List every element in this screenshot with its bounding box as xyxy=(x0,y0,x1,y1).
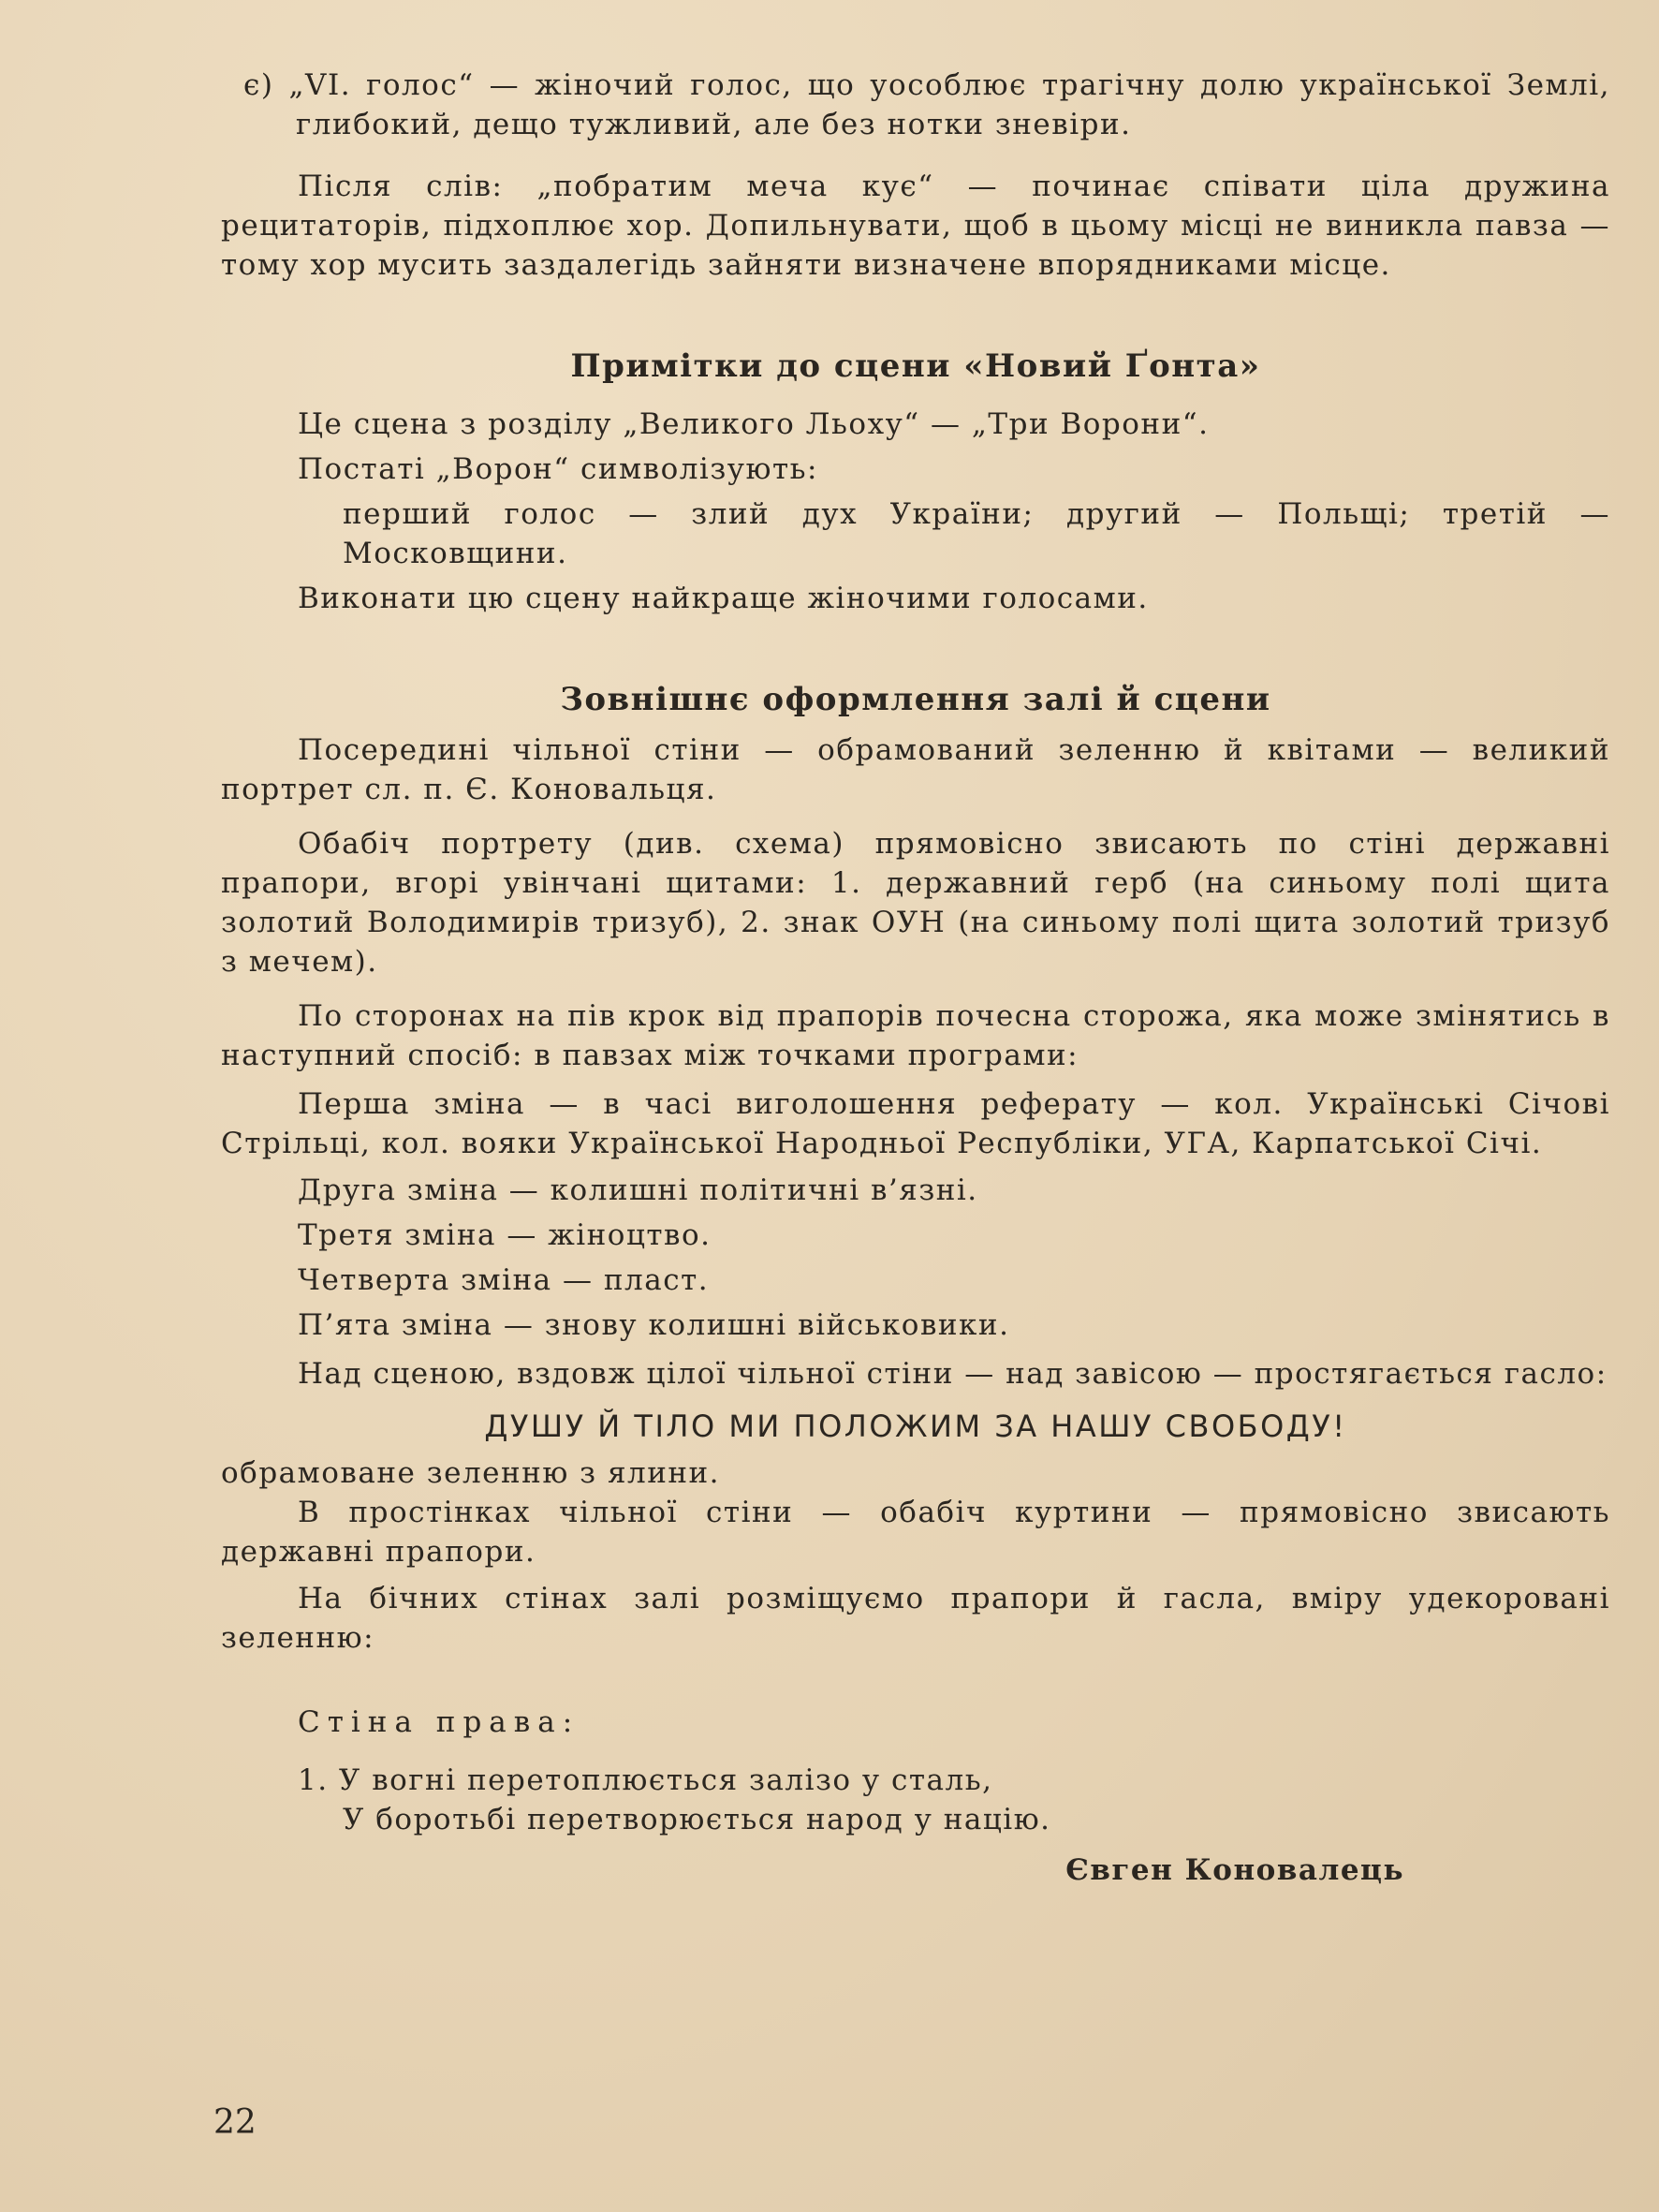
list-item-e: є) „VI. голос“ — жіночий голос, що уособлює трагічну долю української Землі, глибокий, дещо тужливий, але без нотки зневіри. xyxy=(243,68,1610,141)
page-number: 22 xyxy=(213,2103,257,2142)
quote-author: Євген Коновалець xyxy=(1065,1853,1404,1887)
quote-line-1: 1. У вогні перетоплюється залізо у сталь, xyxy=(298,1763,993,1797)
design-paragraph-1: Посередині чільної стіни — обрамований зеленню й квітами — великий портрет сл. п. Є. Коновальця. xyxy=(221,733,1610,806)
design-paragraph-framed: обрамоване зеленню з ялини. xyxy=(221,1456,721,1490)
design-paragraph-flags: В простінках чільної стіни — обабіч куртини — прямовісно звисають державні прапори. xyxy=(221,1496,1610,1569)
design-heading: Зовнішнє оформлення залі й сцени xyxy=(560,681,1271,718)
shift-3: Третя зміна — жіноцтво. xyxy=(298,1218,712,1252)
notes-line-2: Постаті „Ворон“ символізують: xyxy=(298,452,818,486)
design-paragraph-side-walls: На бічних стінах залі розміщуємо прапори й гасла, вміру удекоровані зеленню: xyxy=(221,1582,1610,1655)
notes-heading: Примітки до сцени «Новий Ґонта» xyxy=(570,347,1261,385)
design-paragraph-slogan-intro: Над сценою, вздовж цілої чільної стіни — над завісою — простягається гасло: xyxy=(298,1357,1608,1391)
quote-line-2: У боротьбі перетворюється народ у націю. xyxy=(343,1803,1051,1836)
shift-2: Друга зміна — колишні політичні в’язні. xyxy=(298,1173,978,1207)
page-text xyxy=(221,66,1610,1890)
notes-line-1: Це сцена з розділу „Великого Льоху“ — „Три Ворони“. xyxy=(298,407,1210,441)
shift-4: Четверта зміна — пласт. xyxy=(298,1263,710,1297)
design-paragraph-4: Перша зміна — в часі виголошення реферату — кол. Українські Січові Стрільці, кол. вояки Української Народньої Республіки, УГА, Карпатської Січі. xyxy=(221,1087,1610,1160)
design-paragraph-2: Обабіч портрету (див. схема) прямовісно звисають по стіні державні прапори, вгорі увінчані щитами: 1. державний герб (на синьому полі щита золотий Володимирів тризуб), 2. знак ОУН (на синьому полі щита золотий тризуб з мечем). xyxy=(221,827,1610,979)
slogan: ДУШУ Й ТІЛО МИ ПОЛОЖИМ ЗА НАШУ СВОБОДУ! xyxy=(484,1408,1347,1444)
shift-5: П’ята зміна — знову колишні військовики. xyxy=(298,1308,1010,1342)
notes-line-3: перший голос — злий дух України; другий — Польщі; третій — Московщини. xyxy=(343,497,1610,570)
notes-line-4: Виконати цю сцену найкраще жіночими голосами. xyxy=(298,582,1149,615)
design-paragraph-3: По сторонах на пів крок від прапорів почесна сторожа, яка може змінятись в наступний спосіб: в павзах між точками програми: xyxy=(221,999,1610,1072)
wall-label: Стіна права: xyxy=(298,1705,580,1739)
paragraph-choir: Після слів: „побратим меча кує“ — починає співати ціла дружина рецитаторів, підхоплює хор. Допильнувати, щоб в цьому місці не виникла павза — тому хор мусить заздалегідь зайняти визначене впорядниками місце. xyxy=(221,170,1610,282)
